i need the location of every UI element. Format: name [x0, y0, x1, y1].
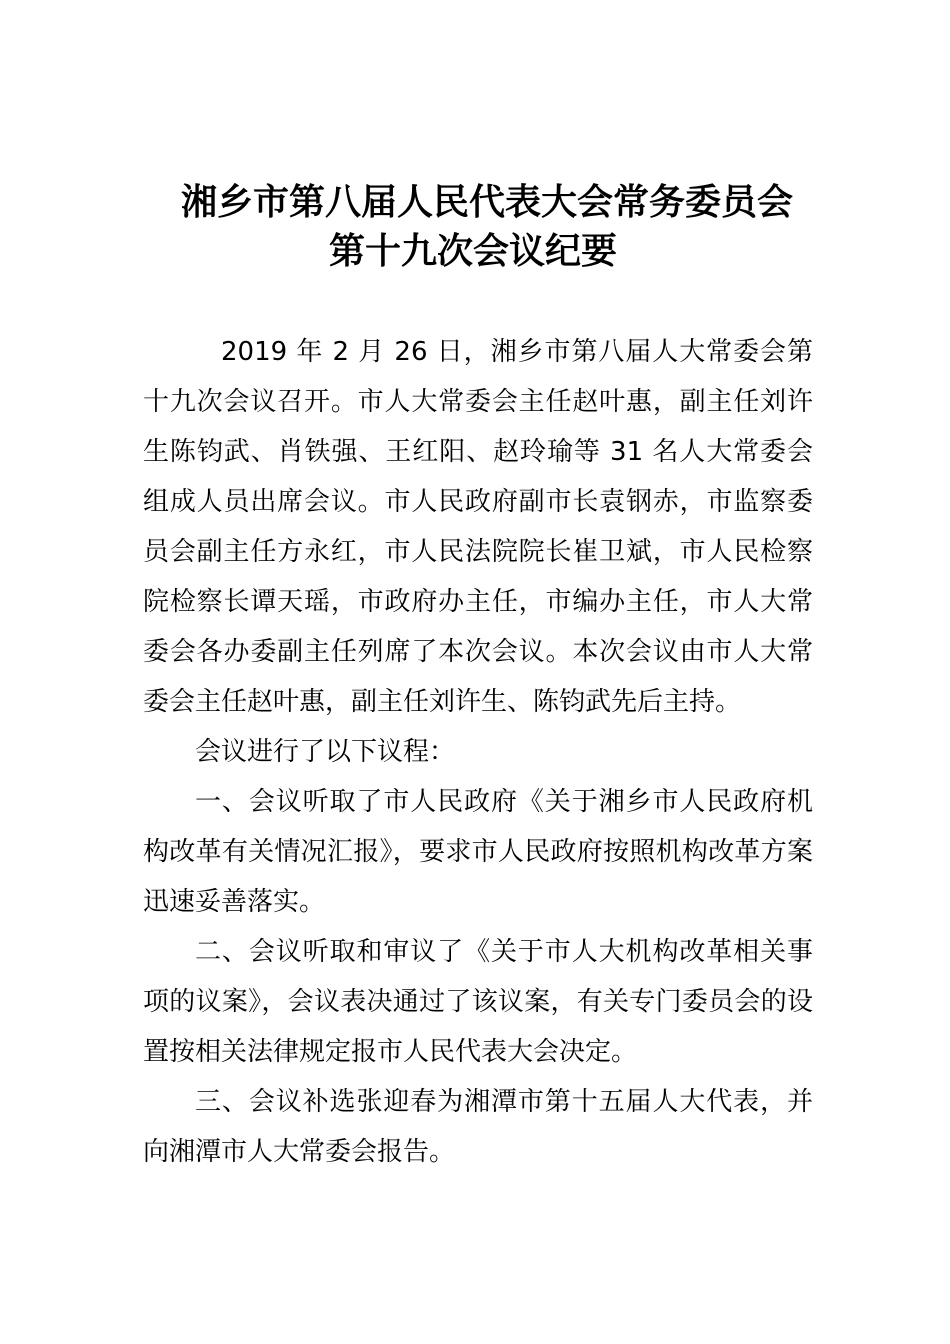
agenda-section	[143, 727, 813, 1177]
paragraph-agenda-item-1: 一、会议听取了市人民政府《关于湘乡市人民政府机构改革有关情况汇报》，要求市人民政府按照机构改革方案迅速妥善落实。	[143, 787, 813, 917]
document-title-line-2: 第十九次会议纪要	[329, 231, 618, 272]
paragraph-opening: 2019 年 2 月 26 日，湘乡市第八届人大常委会第十九次会议召开。市人大常委会主任赵叶惠，副主任刘许生陈钧武、肖铁强、王红阳、赵玲瑜等 31 名人大常委会组成人员出席会议。市人民政府副市长袁钢赤，市监察委员会副主任方永红，市人民法院院长崔卫斌，市人民检察院检察长谭天瑶，市政府办主任，市编办主任，市人大常委会各办委副主任列席了本次会议。本次会议由市人大常委会主任赵叶惠，副主任刘许生、陈钧武先后主持。	[143, 337, 813, 717]
paragraph-agenda-item-3: 三、会议补选张迎春为湘潭市第十五届人大代表，并向湘潭市人大常委会报告。	[143, 1087, 813, 1167]
paragraph-agenda-intro: 会议进行了以下议程：	[195, 737, 456, 767]
paragraph-agenda-item-2: 二、会议听取和审议了《关于市人大机构改革相关事项的议案》，会议表决通过了该议案，有关专门委员会的设置按相关法律规定报市人民代表大会决定。	[143, 937, 813, 1067]
document-title-line-1: 湘乡市第八届人民代表大会常务委员会	[181, 182, 794, 223]
